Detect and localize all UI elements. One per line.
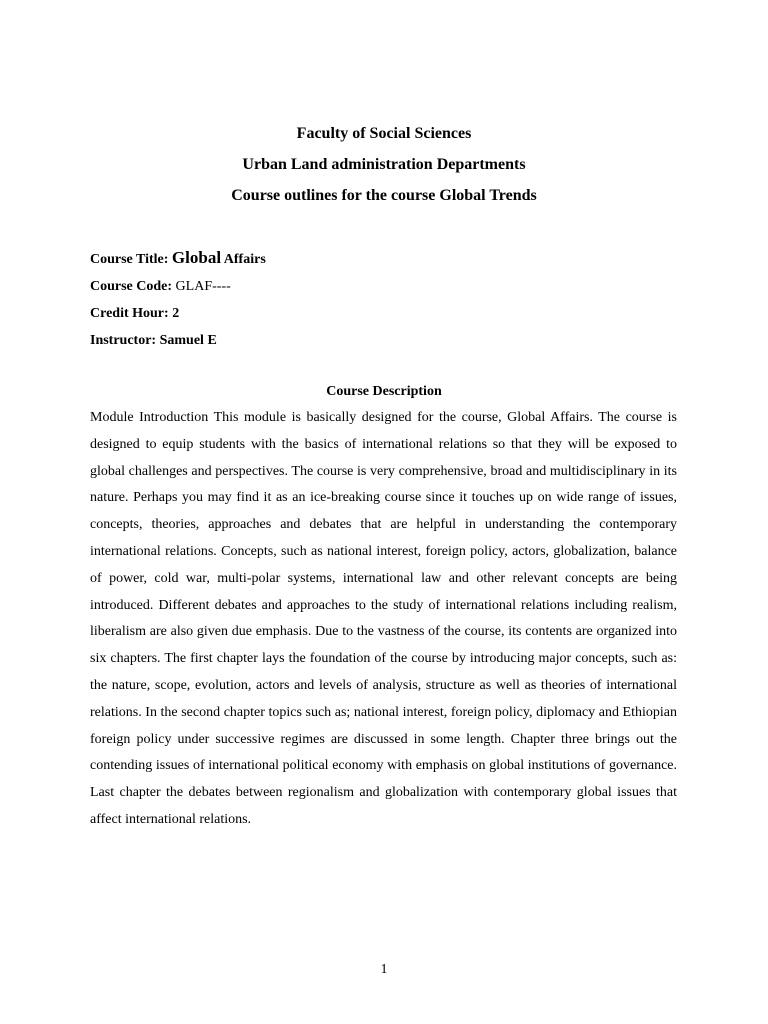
document-header [0,118,768,211]
credit-hour-label: Credit Hour: [90,306,169,321]
credit-hour-row [90,300,690,327]
page-number: 1 [380,962,388,977]
instructor-value: Samuel E [159,333,217,348]
course-title-word-global: Global [171,248,222,267]
course-info [90,244,690,354]
course-title-word-affairs: Affairs [223,252,266,267]
course-code-value: GLAF---- [175,279,231,294]
course-description-heading: Course Description [326,384,442,399]
course-description-body: Module Introduction This module is basically designed for the course, Global Affairs. The course is designed to equip students with the basics of international relations so that they will be exposed to global challenges and perspectives. The course is very comprehensive, broad and multidisciplinary in its nature. Perhaps you may find it as an ice-breaking course since it touches up on wide range of issues, concepts, theories, approaches and debates that are helpful in understanding the contemporary international relations. Concepts, such as national interest, foreign policy, actors, globalization, balance of power, cold war, multi-polar systems, international law and other relevant concepts are being introduced. Different debates and approaches to the study of international relations including realism, liberalism are also given due emphasis. Due to the vastness of the course, its contents are organized into six chapters. The first chapter lays the foundation of the course by introducing major concepts, such as: the nature, scope, evolution, actors and levels of analysis, structure as well as theories of international relations. In the second chapter topics such as; national interest, foreign policy, diplomacy and Ethiopian foreign policy under successive regimes are discussed in some length. Chapter three brings out the contending issues of international political economy with emphasis on global institutions of governance. Last chapter the debates between regionalism and globalization with contemporary global issues that affect international relations. [90,410,677,827]
instructor-row [90,327,690,354]
outline-heading: Course outlines for the course Global Trends [231,187,537,204]
course-title-label: Course Title: [90,252,169,267]
course-title-value [171,248,266,267]
course-title-row [90,244,690,273]
course-code-label: Course Code: [90,279,173,294]
course-code-row [90,273,690,300]
instructor-label: Instructor: [90,333,157,348]
department-heading: Urban Land administration Departments [242,156,526,173]
faculty-heading: Faculty of Social Sciences [296,125,472,142]
credit-hour-value: 2 [172,306,180,321]
